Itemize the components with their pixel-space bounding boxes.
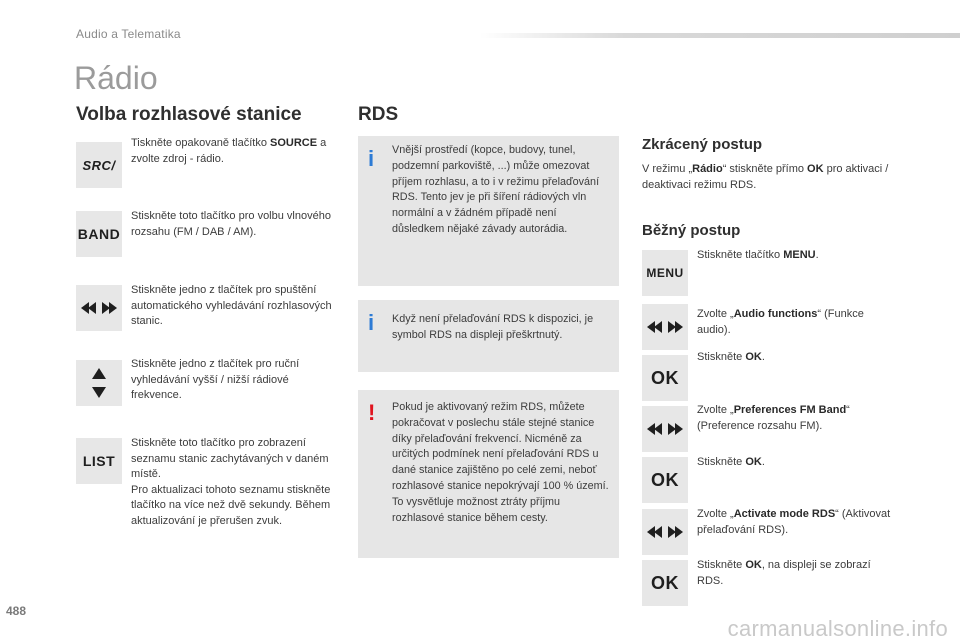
seek-arrows-icon — [642, 509, 688, 555]
note-text: Když není přelaďování RDS k dispozici, je symbol RDS na displeji přeškrtnutý. — [392, 313, 594, 341]
step-select-audio-functions: Zvolte „Audio functions“ (Funkce audio). — [697, 308, 864, 336]
auto-seek-instruction: Stiskněte jedno z tlačítek pro spuštění automatického vyhledávání rozhlasových stanic. — [131, 284, 332, 328]
info-note-reception — [358, 136, 619, 286]
up-down-arrows-icon — [76, 360, 122, 406]
info-icon: i — [368, 310, 375, 335]
source-button-icon — [76, 142, 122, 188]
manual-seek-instruction: Stiskněte jedno z tlačítek pro ruční vyhledávání vyšší / nižší rádiové frekvence. — [131, 358, 300, 402]
ok-button-icon — [642, 560, 688, 606]
warning-note-rds-coverage — [358, 390, 619, 558]
band-instruction: Stiskněte toto tlačítko pro volbu vlnového rozsahu (FM / DAB / AM). — [131, 210, 331, 238]
shortcut-instruction: V režimu „Rádio“ stiskněte přímo OK pro aktivaci / deaktivaci režimu RDS. — [642, 163, 889, 191]
step-press-ok: Stiskněte OK. — [697, 456, 765, 468]
page-number: 488 — [6, 604, 27, 618]
seek-arrows-icon — [642, 406, 688, 452]
info-icon: i — [368, 146, 375, 171]
ok-button-icon — [642, 355, 688, 401]
list-instruction: Stiskněte toto tlačítko pro zobrazení seznamu stanic zachytávaných v daném místě. Pro aktualizaci tohoto seznamu stiskněte tlačítko na více než dvě sekundy. Během aktualizování je přerušen zvuk. — [131, 437, 331, 527]
ok-icon-label: OK — [651, 367, 679, 388]
header-divider — [480, 33, 960, 38]
seek-arrows-icon — [76, 285, 122, 331]
page-title: Rádio — [74, 60, 158, 96]
step-select-preferences-fm-band: Zvolte „Preferences FM Band“ (Preference rozsahu FM). — [697, 404, 850, 432]
seek-arrows-icon — [642, 304, 688, 350]
step-press-ok: Stiskněte OK. — [697, 351, 765, 363]
normal-procedure-heading: Běžný postup — [642, 222, 741, 239]
warning-icon: ! — [368, 400, 376, 425]
source-icon-label: SRC/ — [82, 157, 116, 173]
ok-icon-label: OK — [651, 572, 679, 593]
ok-icon-label: OK — [651, 469, 679, 490]
section-header: Audio a Telematika — [76, 27, 181, 41]
list-icon-label: LIST — [82, 453, 116, 469]
band-button-icon — [76, 211, 122, 257]
menu-button-icon — [642, 250, 688, 296]
info-note-rds-unavailable — [358, 300, 619, 372]
station-selection-heading: Volba rozhlasové stanice — [76, 104, 302, 125]
note-text: Pokud je aktivovaný režim RDS, můžete pokračovat v poslechu stále stejné stanice díky přelaďování frekvencí. Nicméně za určitých podmínek není přelaďování RDS u dané stanice zajištěno po celé zemi, neboť rozhlasové stanice nepokrývají 100 % území. To vysvětluje možnost ztráty příjmu rozhlasové stanice během cesty. — [392, 401, 609, 524]
step-press-ok-rds-shown: Stiskněte OK, na displeji se zobrazí RDS. — [697, 559, 871, 587]
step-press-menu: Stiskněte tlačítko MENU. — [697, 249, 819, 261]
step-select-activate-mode-rds: Zvolte „Activate mode RDS“ (Aktivovat přelaďování RDS). — [697, 508, 891, 536]
band-icon-label: BAND — [77, 226, 121, 242]
rds-heading: RDS — [358, 104, 399, 125]
source-instruction: Tiskněte opakovaně tlačítko SOURCE a zvolte zdroj - rádio. — [131, 137, 327, 165]
list-button-icon — [76, 438, 122, 484]
menu-icon-label: MENU — [646, 266, 684, 280]
note-text: Vnější prostředí (kopce, budovy, tunel, podzemní parkoviště, ...) může omezovat příjem rozhlasu, a to i v režimu přelaďování RDS. Tento jev je při šíření rádiových vln normální a v žádném případě není důsledkem nějaké závady autorádia. — [392, 144, 600, 235]
watermark: carmanualsonline.info — [727, 616, 948, 640]
ok-button-icon — [642, 457, 688, 503]
shortcut-heading: Zkrácený postup — [642, 136, 763, 153]
